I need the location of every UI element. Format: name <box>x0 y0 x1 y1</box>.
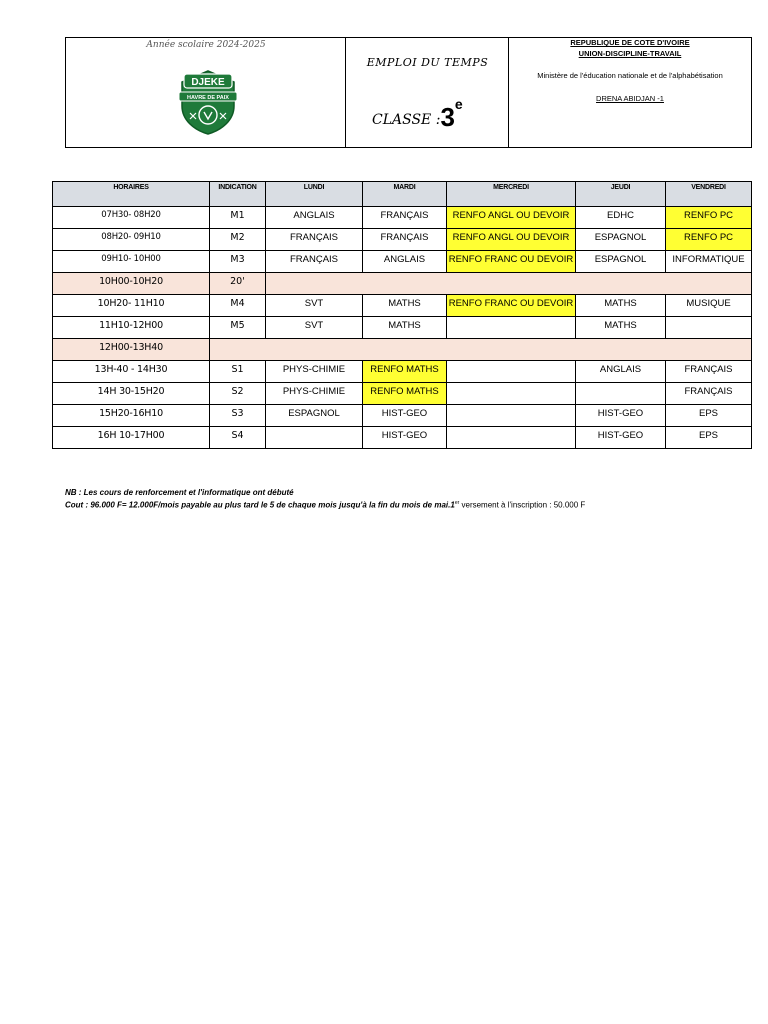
cell-mercredi: RENFO ANGL OU DEVOIR <box>447 207 576 229</box>
cell-mardi: FRANÇAIS <box>363 229 447 251</box>
table-row <box>53 251 752 273</box>
cell-mardi: MATHS <box>363 295 447 317</box>
row-indication: 20' <box>210 273 266 295</box>
cell-lundi: ANGLAIS <box>266 207 363 229</box>
table-row <box>53 361 752 383</box>
row-time: 10H00-10H20 <box>53 273 210 295</box>
logo-name: DJEKE <box>191 77 225 88</box>
row-indication: M3 <box>210 251 266 273</box>
cell-jeudi: EDHC <box>576 207 666 229</box>
table-row <box>53 207 752 229</box>
class-label <box>372 96 463 132</box>
school-year: Année scolaire 2024-2025 <box>146 40 266 50</box>
row-time: 13H-40 - 14H30 <box>53 361 210 383</box>
col-lundi: LUNDI <box>266 182 363 207</box>
cell-mercredi <box>447 383 576 405</box>
cell-lundi <box>266 427 363 449</box>
col-vendredi: VENDREDI <box>666 182 752 207</box>
logo-tagline: HAVRE DE PAIX <box>187 95 229 101</box>
cell-mercredi: RENFO ANGL OU DEVOIR <box>447 229 576 251</box>
note-nb: NB : Les cours de renforcement et l'informatique ont débuté <box>65 488 294 497</box>
cell-mardi: ANGLAIS <box>363 251 447 273</box>
note-cost <box>65 500 585 510</box>
timetable <box>52 181 752 449</box>
row-time: 12H00-13H40 <box>53 339 210 361</box>
cell-mercredi <box>447 317 576 339</box>
republic-label: REPUBLIQUE DE COTE D'IVOIRE <box>570 38 690 47</box>
cell-jeudi: MATHS <box>576 317 666 339</box>
row-time: 14H 30-15H20 <box>53 383 210 405</box>
row-time: 07H30- 08H20 <box>53 207 210 229</box>
cell-mardi: MATHS <box>363 317 447 339</box>
cell-mercredi: RENFO FRANC OU DEVOIR <box>447 251 576 273</box>
cell-mardi: FRANÇAIS <box>363 207 447 229</box>
table-row <box>53 229 752 251</box>
ministry-label: Ministère de l'éducation nationale et de l'alphabétisation <box>537 71 723 80</box>
cell-jeudi <box>576 383 666 405</box>
cell-vendredi: FRANÇAIS <box>666 361 752 383</box>
table-row <box>53 427 752 449</box>
cell-mercredi: RENFO FRANC OU DEVOIR <box>447 295 576 317</box>
document-header <box>65 37 752 148</box>
row-indication: M4 <box>210 295 266 317</box>
col-indication: INDICATION <box>210 182 266 207</box>
school-logo <box>176 68 240 136</box>
cell-lundi: SVT <box>266 317 363 339</box>
cell-vendredi: INFORMATIQUE <box>666 251 752 273</box>
cell-mardi: RENFO MATHS <box>363 383 447 405</box>
cell-lundi: FRANÇAIS <box>266 251 363 273</box>
cost-tail: versement à l'inscription : 50.000 F <box>459 500 586 510</box>
table-header-row <box>53 182 752 207</box>
drena-label: DRENA ABIDJAN -1 <box>596 94 664 103</box>
class-level: 3 <box>440 102 455 132</box>
cell-vendredi <box>666 317 752 339</box>
break-row <box>53 273 752 295</box>
cell-vendredi: FRANÇAIS <box>666 383 752 405</box>
table-row <box>53 295 752 317</box>
cell-lundi: PHYS-CHIMIE <box>266 361 363 383</box>
cell-vendredi: RENFO PC <box>666 207 752 229</box>
break-row <box>53 339 752 361</box>
col-horaires: HORAIRES <box>53 182 210 207</box>
col-mardi: MARDI <box>363 182 447 207</box>
break-span <box>210 339 752 361</box>
break-span <box>266 273 752 295</box>
title-cell <box>346 38 509 147</box>
cell-jeudi: MATHS <box>576 295 666 317</box>
cell-mardi: HIST-GEO <box>363 427 447 449</box>
cost-num: 1 <box>450 500 455 510</box>
cost-sup: er <box>454 500 460 506</box>
col-mercredi: MERCREDI <box>447 182 576 207</box>
row-time: 11H10-12H00 <box>53 317 210 339</box>
cell-jeudi: ANGLAIS <box>576 361 666 383</box>
row-indication: S4 <box>210 427 266 449</box>
cell-lundi: SVT <box>266 295 363 317</box>
cost-main: Cout : 96.000 F= 12.000F/mois payable au plus tard le 5 de chaque mois jusqu'à la fin du mois de mai. <box>65 500 451 510</box>
class-prefix: CLASSE : <box>372 112 441 128</box>
cell-mercredi <box>447 361 576 383</box>
cell-lundi: PHYS-CHIMIE <box>266 383 363 405</box>
cell-mardi: HIST-GEO <box>363 405 447 427</box>
row-indication: M5 <box>210 317 266 339</box>
table-row <box>53 317 752 339</box>
cell-jeudi: HIST-GEO <box>576 405 666 427</box>
school-cell <box>66 38 346 147</box>
motto-label: UNION-DISCIPLINE-TRAVAIL <box>578 49 682 58</box>
row-time: 15H20-16H10 <box>53 405 210 427</box>
cell-vendredi: EPS <box>666 427 752 449</box>
cell-mercredi <box>447 427 576 449</box>
row-time: 16H 10-17H00 <box>53 427 210 449</box>
cell-mardi: RENFO MATHS <box>363 361 447 383</box>
cell-lundi: ESPAGNOL <box>266 405 363 427</box>
cell-mercredi <box>447 405 576 427</box>
row-time: 10H20- 11H10 <box>53 295 210 317</box>
cell-vendredi: EPS <box>666 405 752 427</box>
row-time: 09H10- 10H00 <box>53 251 210 273</box>
row-indication: S2 <box>210 383 266 405</box>
cell-vendredi: RENFO PC <box>666 229 752 251</box>
row-time: 08H20- 09H10 <box>53 229 210 251</box>
table-row <box>53 383 752 405</box>
row-indication: M1 <box>210 207 266 229</box>
row-indication: S1 <box>210 361 266 383</box>
document-title: EMPLOI DU TEMPS <box>366 56 489 69</box>
cell-vendredi: MUSIQUE <box>666 295 752 317</box>
row-indication: S3 <box>210 405 266 427</box>
cell-jeudi: HIST-GEO <box>576 427 666 449</box>
cell-jeudi: ESPAGNOL <box>576 229 666 251</box>
table-row <box>53 405 752 427</box>
class-level-suffix: e <box>454 96 463 112</box>
administration-cell <box>509 38 751 147</box>
row-indication: M2 <box>210 229 266 251</box>
cell-jeudi: ESPAGNOL <box>576 251 666 273</box>
col-jeudi: JEUDI <box>576 182 666 207</box>
cell-lundi: FRANÇAIS <box>266 229 363 251</box>
